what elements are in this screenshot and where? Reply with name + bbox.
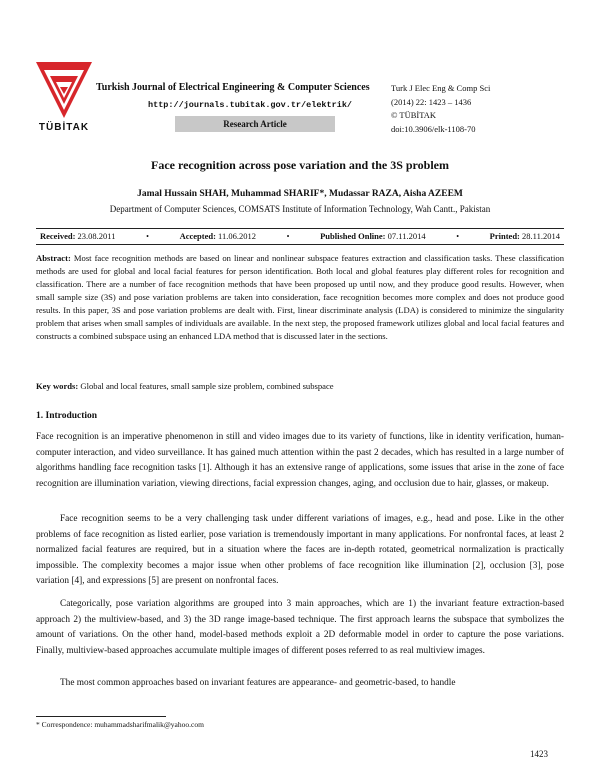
separator-dot: • — [286, 231, 290, 241]
keywords-label: Key words: — [36, 381, 79, 391]
abstract-label: Abstract: — [36, 253, 71, 263]
journal-url[interactable]: http://journals.tubitak.gov.tr/elektrik/ — [148, 100, 353, 110]
dates-bottom-rule — [36, 244, 564, 245]
affiliation: Department of Computer Sciences, COMSATS Institute of Information Technology, Wah Cantt., Pakistan — [109, 204, 491, 214]
separator-dot: • — [146, 231, 149, 241]
logo-text: TÜBİTAK — [38, 122, 90, 133]
received-date: Received: 23.08.2011 — [40, 231, 116, 241]
journal-name: Turkish Journal of Electrical Engineering & Computer Sciences — [96, 82, 370, 93]
doi[interactable]: doi:10.3906/elk-1108-70 — [391, 123, 476, 134]
footnote: * Correspondence: muhammadsharifmalik@yahoo.com — [36, 720, 204, 729]
intro-paragraph-4: The most common approaches based on invariant features are appearance- and geometric-based, to handle — [60, 678, 456, 688]
journal-abbrev: Turk J Elec Eng & Comp Sci — [391, 83, 491, 93]
article-type-label: Research Article — [175, 116, 335, 132]
keywords — [36, 381, 564, 391]
section-heading: 1. Introduction — [36, 411, 98, 421]
online-date: Published Online: 07.11.2014 — [320, 231, 426, 241]
tubitak-emblem-icon — [36, 62, 92, 120]
volume-pages: (2014) 22: 1423 – 1436 — [391, 96, 472, 107]
intro-paragraph-3: Categorically, pose variation algorithms are grouped into 3 main approaches, which are 1) the invariant feature extraction-based approach 2) the multiview-based, and 3) the 3D range image-based technique. The first approach learns the subspace that symbolizes the amount of variations. On the other hand, model-based methods exploit a 2D deformable model in order to capture the pose variations. Finally, multiview-based approaches accumulate multiple images of different poses referred to as real multiview images. — [36, 599, 564, 656]
printed-date: Printed: 28.11.2014 — [489, 231, 560, 241]
authors: Jamal Hussain SHAH, Muhammad SHARIF*, Mudassar RAZA, Aisha AZEEM — [137, 189, 463, 199]
dates-top-rule — [36, 228, 564, 229]
abstract — [36, 252, 564, 343]
intro-paragraph-2: Face recognition seems to be a very challenging task under different variations of images, e.g., head and pose. Like in the other problems of face recognition as listed earlier, pose variation is tremendously important in many applications. For nonfrontal faces, at least 2 normalized facial features are required, but in a situation where the faces are in-depth rotated, geometrical normalization is practically impossible. The complexity becomes a major issue when other problems of face recognition like illumination [2], occlusion [3], pose variation [4], and expressions [5] are present on nonfrontal faces. — [36, 514, 564, 586]
footnote-rule — [36, 716, 166, 717]
paper-title: Face recognition across pose variation and the 3S problem — [151, 158, 449, 172]
page-number: 1423 — [530, 749, 548, 759]
keywords-text: Global and local features, small sample size problem, combined subspace — [80, 381, 334, 391]
citation-block — [391, 82, 490, 136]
intro-paragraph-1: Face recognition is an imperative phenomenon in still and video images due to its variety of functions, like in identity verification, human-computer interaction, and video surveillance. It has gained much attention within the past 2 decades, which has resulted in a large number of algorithms handling face recognition tasks [1]. Although it has an extensive range of applications, some issues that arise in the zone of face recognition are illumination variation, viewing directions, facial expression changes, aging, and occlusion due to hair, glasses, or makeup. — [36, 432, 564, 489]
copyright: © TÜBİTAK — [391, 110, 437, 120]
abstract-text: Most face recognition methods are based on linear and nonlinear subspace features extraction and classification tasks. These classification methods are used for global and local facial features for person identification. Both local and global features play different roles for recognition and classification. There are a number of face recognition methods that have been proposed up until now, and they produce good results. However, when small sample size (3S) and pose variation problems are taken into consideration, face recognition becomes more complex and does not produce good results. In this paper, 3S and pose variation problems are dealt with. First, linear discriminate analysis (LDA) is considered to minimize the singularity problem that arises when small samples of individuals are available. In the next step, the proposed framework utilizes global and local facial features and constructs a combined subspace using an enhanced LDA method that is discussed later in the sections. — [36, 253, 564, 341]
dates-bar — [36, 230, 564, 242]
accepted-date: Accepted: 11.06.2012 — [179, 231, 256, 241]
separator-dot: • — [456, 231, 460, 241]
